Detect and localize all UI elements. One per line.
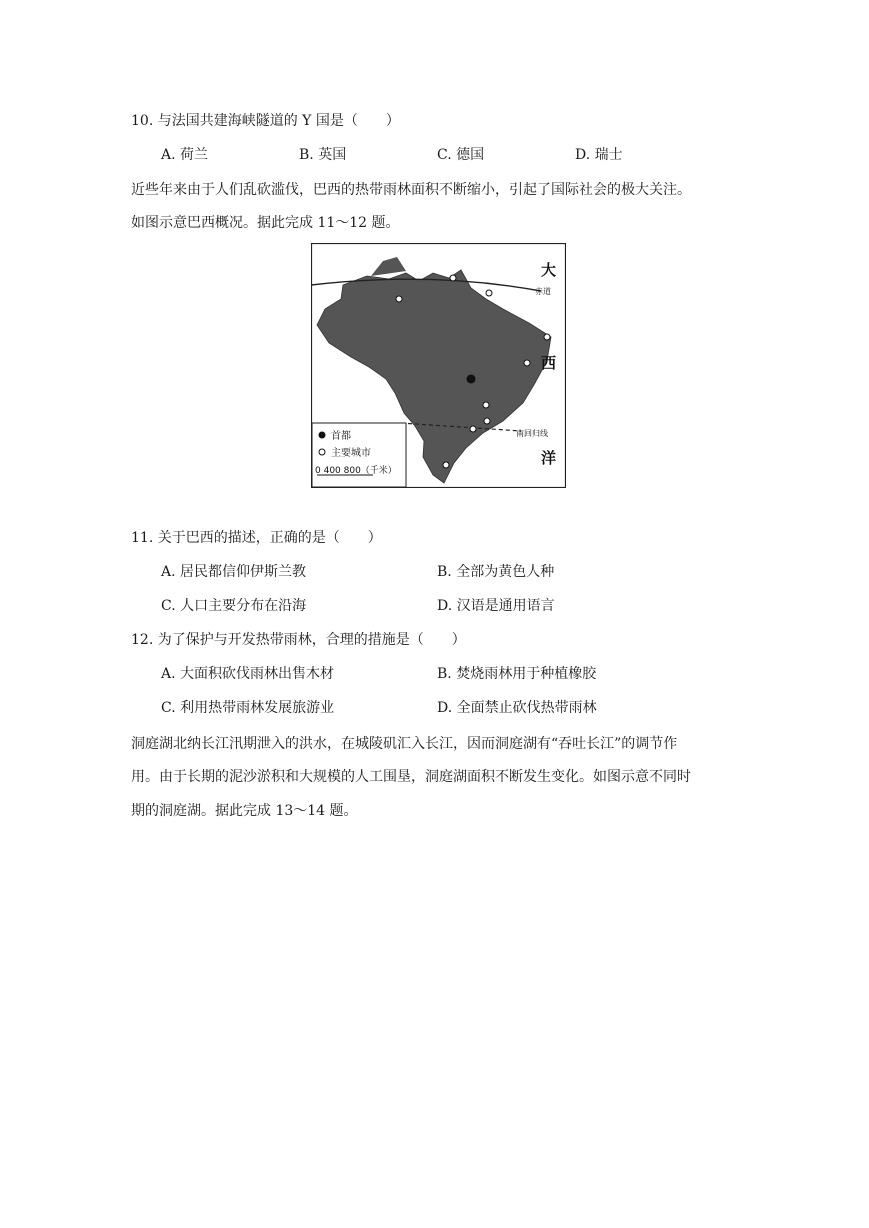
- q11-option-c: C. 人口主要分布在沿海: [161, 598, 307, 614]
- q10-option-b: B. 英国: [299, 147, 347, 163]
- map-label-tropic: 南回归线: [516, 429, 548, 438]
- city-marker: [396, 296, 402, 302]
- city-marker: [483, 402, 489, 408]
- q11-option-a: A. 居民都信仰伊斯兰教: [161, 564, 307, 580]
- q12-option-b: B. 焚烧雨林用于种植橡胶: [437, 666, 597, 682]
- legend-city-symbol: [319, 449, 325, 455]
- map-label-equator: 赤道: [535, 287, 551, 296]
- q10-option-a: A. 荷兰: [161, 147, 209, 163]
- legend-capital-label: 首都: [331, 431, 351, 442]
- city-marker: [524, 360, 530, 366]
- q12-stem: 12. 为了保护与开发热带雨林，合理的措施是（ ）: [131, 632, 466, 648]
- q12-option-d: D. 全面禁止砍伐热带雨林: [437, 700, 597, 716]
- map-label-ocean-3: 洋: [541, 449, 557, 467]
- brazil-intro-line-2: 如图示意巴西概况。据此完成 11～12 题。: [131, 215, 400, 231]
- legend-capital-symbol: [319, 432, 326, 439]
- q10-stem: 10. 与法国共建海峡隧道的 Y 国是（ ）: [131, 113, 400, 129]
- brazil-map: [311, 243, 566, 488]
- city-marker: [484, 418, 490, 424]
- city-marker: [443, 462, 449, 468]
- brazil-intro-line-1: 近些年来由于人们乱砍滥伐，巴西的热带雨林面积不断缩小，引起了国际社会的极大关注。: [131, 182, 691, 198]
- q10-option-c: C. 德国: [437, 147, 485, 163]
- dongting-intro-line-3: 期的洞庭湖。据此完成 13～14 题。: [131, 803, 358, 819]
- q12-option-c: C. 利用热带雨林发展旅游业: [161, 700, 335, 716]
- city-marker: [470, 426, 476, 432]
- legend-scale-label: 0 400 800（千米）: [315, 466, 397, 476]
- city-marker: [544, 334, 550, 340]
- legend-city-label: 主要城市: [331, 448, 371, 459]
- map-label-ocean-1: 大: [541, 261, 557, 279]
- city-marker: [450, 275, 456, 281]
- dongting-intro-line-2: 用。由于长期的泥沙淤积和大规模的人工围垦，洞庭湖面积不断发生变化。如图示意不同时: [131, 769, 691, 785]
- capital-marker: [467, 375, 476, 384]
- q11-stem: 11. 关于巴西的描述，正确的是（ ）: [131, 530, 382, 546]
- q10-option-d: D. 瑞士: [575, 147, 623, 163]
- q11-option-b: B. 全部为黄色人种: [437, 564, 555, 580]
- city-marker: [486, 290, 492, 296]
- dongting-intro-line-1: 洞庭湖北纳长江汛期泄入的洪水，在城陵矶汇入长江，因而洞庭湖有“吞吐长江”的调节作: [131, 736, 678, 752]
- map-label-ocean-2: 西: [541, 354, 557, 372]
- q11-option-d: D. 汉语是通用语言: [437, 598, 555, 614]
- q12-option-a: A. 大面积砍伐雨林出售木材: [161, 666, 335, 682]
